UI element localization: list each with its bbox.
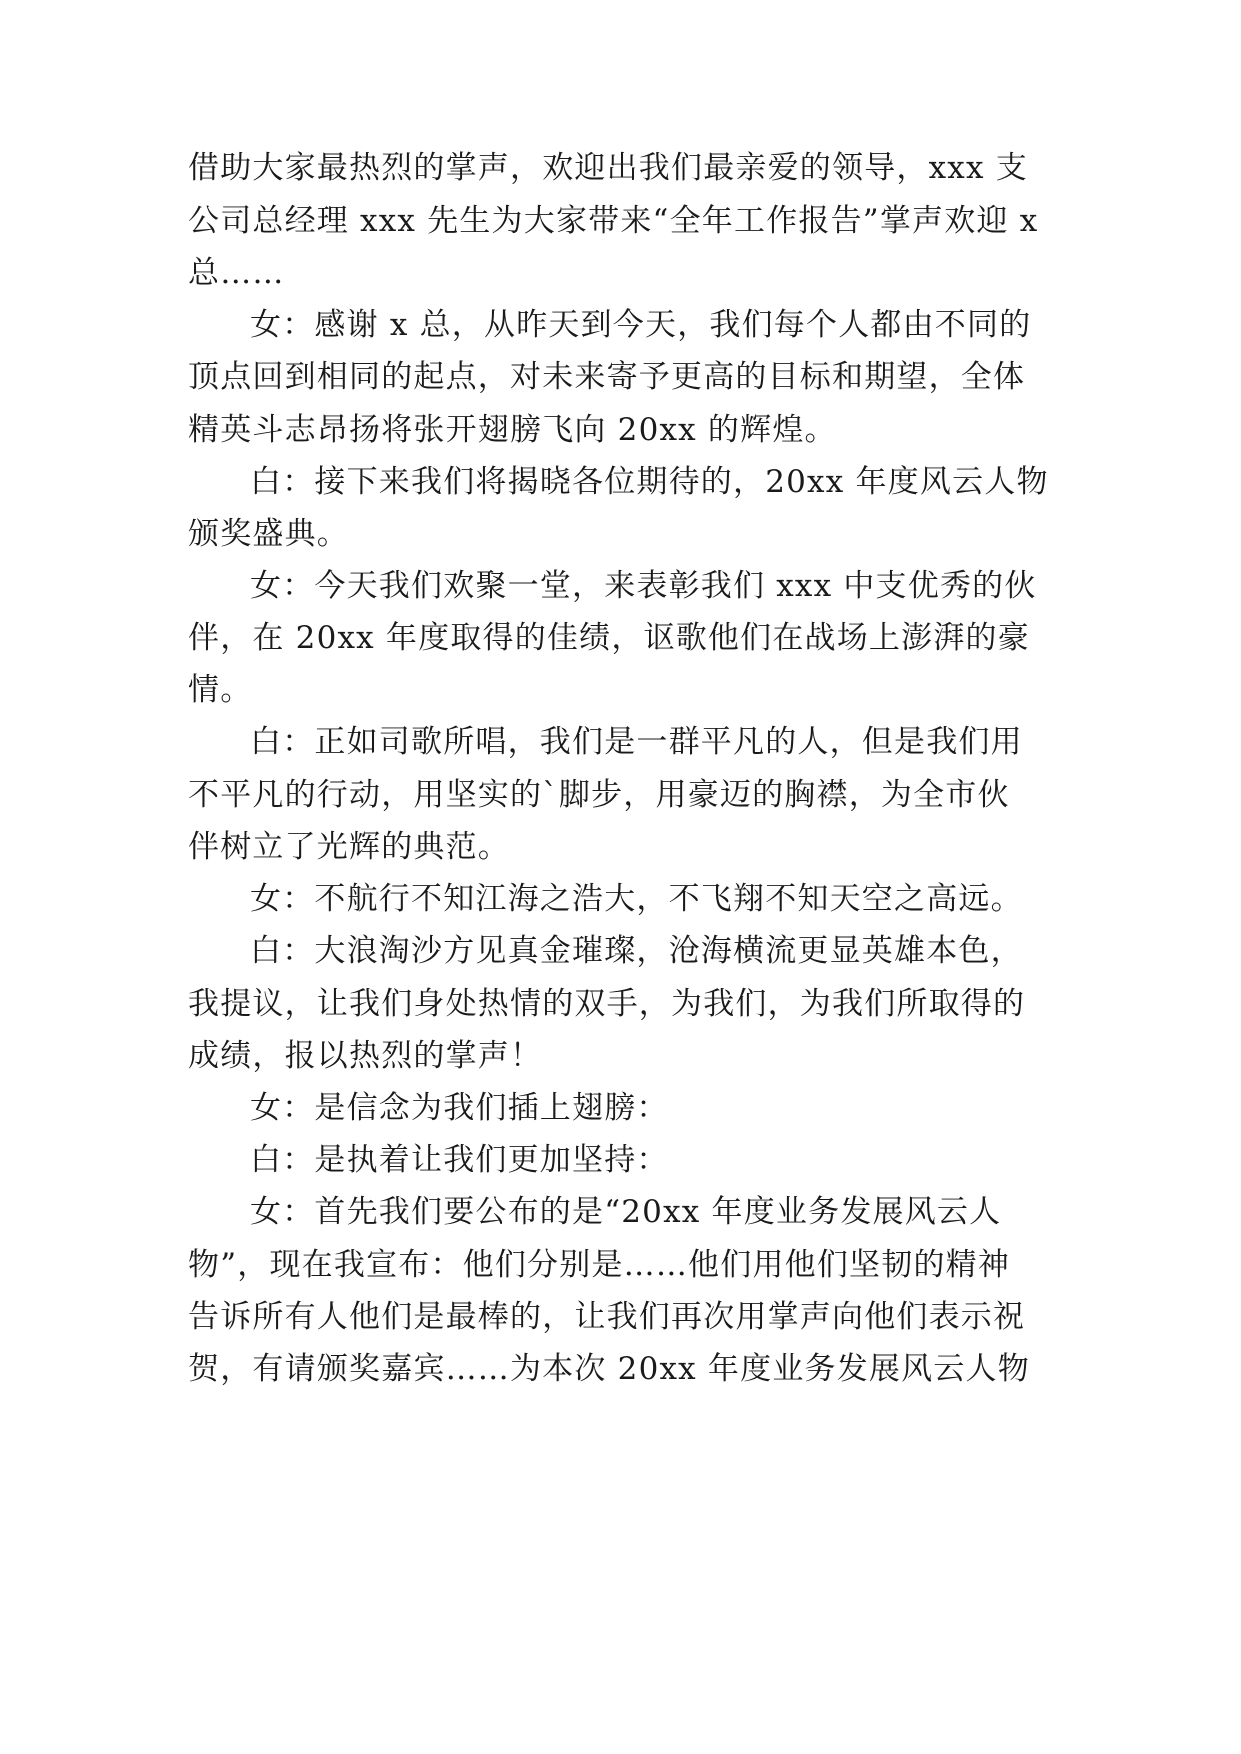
text-line: 借助大家最热烈的掌声，欢迎出我们最亲爱的领导，xxx 支 [188,150,1028,186]
text-line: 贺，有请颁奖嘉宾……为本次 20xx 年度业务发展风云人物 [188,1351,1030,1387]
text-line: 女：是信念为我们插上翅膀： [250,1090,669,1126]
text-line: 颁奖盛典。 [188,516,349,552]
text-line: 白：正如司歌所唱，我们是一群平凡的人，但是我们用 [250,724,1023,760]
text-line: 女：感谢 x 总，从昨天到今天，我们每个人都由不同的 [250,307,1032,343]
text-line: 顶点回到相同的起点，对未来寄予更高的目标和期望，全体 [188,359,1026,395]
text-line: 告诉所有人他们是最棒的，让我们再次用掌声向他们表示祝 [188,1299,1026,1335]
text-line: 女：首先我们要公布的是“20xx 年度业务发展风云人 [250,1194,1002,1230]
text-line: 物”，现在我宣布：他们分别是……他们用他们坚韧的精神 [188,1247,1011,1283]
text-line: 女：不航行不知江海之浩大，不飞翔不知天空之高远。 [250,881,1023,917]
text-line: 公司总经理 xxx 先生为大家带来“全年工作报告”掌声欢迎 x [188,203,1039,239]
text-line: 白：大浪淘沙方见真金璀璨，沧海横流更显英雄本色， [250,933,1023,969]
text-line: 总…… [188,255,285,291]
text-line: 不平凡的行动，用坚实的`脚步，用豪迈的胸襟，为全市伙 [188,777,1010,813]
text-line: 我提议，让我们身处热情的双手，为我们，为我们所取得的 [188,986,1026,1022]
text-line: 白：是执着让我们更加坚持： [250,1142,669,1178]
text-line: 伴，在 20xx 年度取得的佳绩，讴歌他们在战场上澎湃的豪 [188,620,1030,656]
text-line: 伴树立了光辉的典范。 [188,829,510,865]
text-line: 白：接下来我们将揭晓各位期待的，20xx 年度风云人物 [250,464,1049,500]
text-line: 成绩，报以热烈的掌声！ [188,1038,543,1074]
text-line: 精英斗志昂扬将张开翅膀飞向 20xx 的辉煌。 [188,412,837,448]
text-line: 情。 [188,672,253,708]
text-line: 女：今天我们欢聚一堂，来表彰我们 xxx 中支优秀的伙 [250,568,1037,604]
